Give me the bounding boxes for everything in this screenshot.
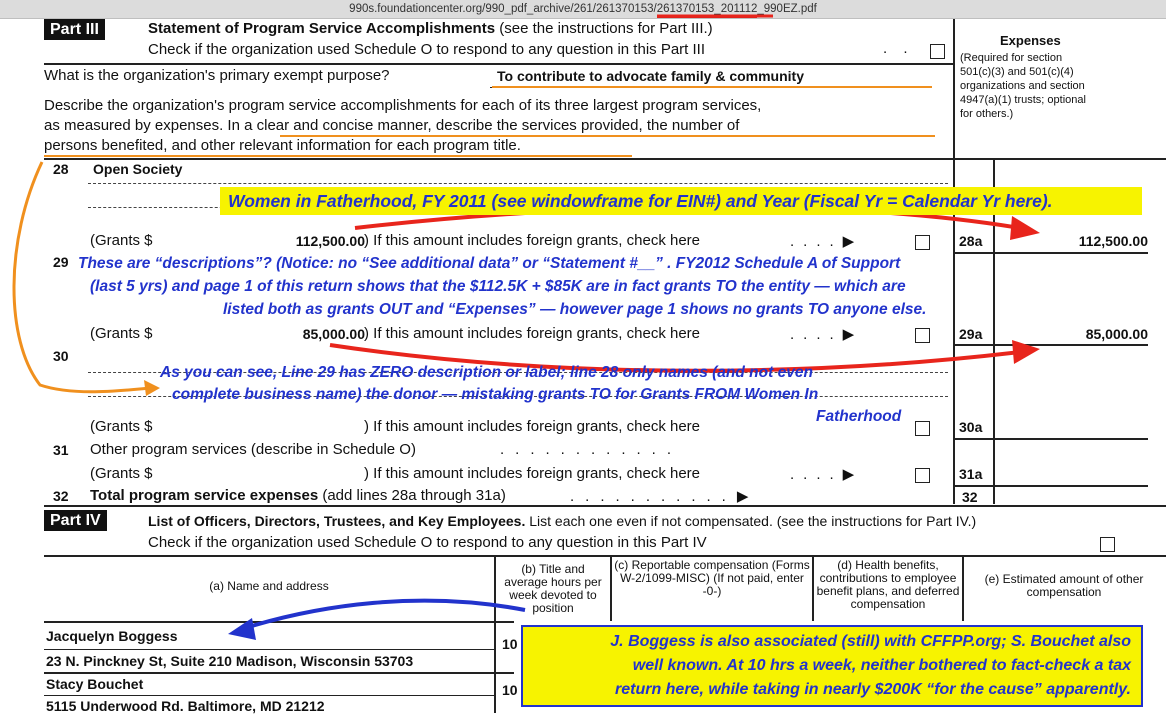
describe-line-2: as measured by expenses. In a clear and concise manner, describe the services provided, the number of xyxy=(44,117,740,134)
grants-foreign-31: ) If this amount includes foreign grants, check here xyxy=(364,465,701,482)
box-31a: 31a xyxy=(959,466,983,482)
grants-foreign-30: ) If this amount includes foreign grants, check here xyxy=(364,418,701,435)
line30-num: 30 xyxy=(53,348,69,364)
grants-label-31: (Grants $ xyxy=(90,465,153,482)
url-suffix: _990EZ.pdf xyxy=(757,3,817,15)
annotation-bottom-line: return here, while taking in nearly $200K “for the cause” apparently. xyxy=(614,681,1131,698)
annotation-line30 xyxy=(160,362,901,428)
grants-29-amount: 85,000.00 xyxy=(302,326,365,342)
orange-arrowhead xyxy=(144,380,160,396)
blue-arrowhead xyxy=(228,618,256,640)
leader-dots: ...........▶ xyxy=(570,488,760,505)
grants-foreign-28: ) If this amount includes foreign grants, check here xyxy=(364,232,701,249)
expenses-note: (Required for section 501(c)(3) and 501(c)(4) organizations and section 4947(a)(1) trusts; optional for others.) xyxy=(960,52,1086,120)
part3-schedule-o-text: Check if the organization used Schedule O to respond to any question in this Part III xyxy=(148,41,705,58)
expense-28-amount: 112,500.00 xyxy=(1078,233,1148,249)
box-30a: 30a xyxy=(959,419,983,435)
red-arrowhead xyxy=(1012,340,1040,364)
annotation-bottom-line: well known. At 10 hrs a week, neither bothered to fact-check a tax xyxy=(632,657,1131,674)
leader-dots: ....▶ xyxy=(790,466,864,483)
expense-29-amount: 85,000.00 xyxy=(1085,326,1148,342)
box-28a: 28a xyxy=(959,233,983,249)
line28-num: 28 xyxy=(53,161,69,177)
grants-28-amount: 112,500.00 xyxy=(295,233,365,249)
annotation-line30-line: complete business name) the donor — mistaking grants TO for Grants FROM Women In xyxy=(172,386,819,403)
grants-label-30: (Grants $ xyxy=(90,418,153,435)
line28-title: Open Society xyxy=(93,161,183,177)
part3-title: Statement of Program Service Accomplishments xyxy=(148,20,496,37)
line32-text: (add lines 28a through 31a) xyxy=(322,487,506,504)
exempt-purpose-answer: To contribute to advocate family & community xyxy=(497,68,805,84)
box-29a: 29a xyxy=(959,326,983,342)
officer-2-name: Stacy Bouchet xyxy=(46,676,144,692)
annotation-bottom-line: J. Boggess is also associated (still) with CFFPP.org; S. Bouchet also xyxy=(610,633,1131,650)
url-prefix: 990s.foundationcenter.org/990_pdf_archive/261/261370153/ xyxy=(349,3,657,15)
annotation-middle-line: listed both as grants OUT and “Expenses” — however page 1 shows no grants TO anyone else. xyxy=(223,301,927,318)
col-e-header: (e) Estimated amount of other compensation xyxy=(984,572,1144,599)
officer-1-name: Jacquelyn Boggess xyxy=(46,628,178,644)
annotation-bottom xyxy=(521,625,1143,707)
col-d-header: (d) Health benefits, contributions to employee benefit plans, and deferred compensation xyxy=(816,558,960,611)
grants-label-29: (Grants $ xyxy=(90,325,153,342)
describe-line-1: Describe the organization's program service accomplishments for each of its three largest program services, xyxy=(44,97,762,114)
officer-1-hours: 10 xyxy=(502,636,518,652)
describe-line-3: persons benefited, and other relevant information for each program title. xyxy=(44,137,521,154)
officer-2-hours: 10 xyxy=(502,682,518,698)
part4-title: List of Officers, Directors, Trustees, and Key Employees. xyxy=(148,513,526,529)
exempt-purpose-question: What is the organization's primary exempt purpose? xyxy=(44,67,390,84)
part3-title-suffix: (see the instructions for Part III.) xyxy=(499,20,713,37)
leader-dots: ....▶ xyxy=(790,326,864,343)
part3-label: Part III xyxy=(44,19,105,40)
blue-arrow xyxy=(245,601,525,628)
leader-dots: ............ xyxy=(500,441,683,458)
line31-num: 31 xyxy=(53,442,69,458)
line32-text-bold: Total program service expenses xyxy=(90,487,319,504)
part4-schedule-o-text: Check if the organization used Schedule O to respond to any question in this Part IV xyxy=(148,534,707,551)
annotation-middle xyxy=(78,252,926,321)
red-arrowhead xyxy=(1010,216,1040,240)
url-highlight: 261370153_201112 xyxy=(657,3,758,18)
line29-num: 29 xyxy=(53,254,69,270)
col-a-header: (a) Name and address xyxy=(209,579,329,593)
col-b-header: (b) Title and average hours per week devoted to position xyxy=(504,562,602,615)
grants-foreign-29: ) If this amount includes foreign grants, check here xyxy=(364,325,701,342)
leader-dots: ....▶ xyxy=(790,233,864,250)
part4-title-suffix: List each one even if not compensated. (see the instructions for Part IV.) xyxy=(529,513,977,529)
line31-text: Other program services (describe in Schedule O) xyxy=(90,441,416,458)
annotation-line30-line: Fatherhood xyxy=(816,408,902,425)
expenses-header: Expenses xyxy=(1000,33,1061,48)
col-c-header: (c) Reportable compensation (Forms W-2/1099-MISC) (If not paid, enter -0-) xyxy=(614,558,810,598)
box-32: 32 xyxy=(962,489,978,505)
officer-2-address: 5115 Underwood Rd. Baltimore, MD 21212 xyxy=(46,698,325,714)
part4-label: Part IV xyxy=(44,510,107,531)
annotation-middle-line: (last 5 yrs) and page 1 of this return shows that the $112.5K + $85K are in fact grants TO the entity — which are xyxy=(90,278,906,295)
officer-1-address: 23 N. Pinckney St, Suite 210 Madison, Wisconsin 53703 xyxy=(46,653,414,669)
grants-label-28: (Grants $ xyxy=(90,232,153,249)
line32-num: 32 xyxy=(53,488,69,504)
annotation-line30-line: As you can see, Line 29 has ZERO description or label; line 28 only names (and not even xyxy=(160,364,813,381)
leader-dots: . . xyxy=(883,40,914,57)
annotation-top: Women in Fatherhood, FY 2011 (see windowframe for EIN#) and Year (Fiscal Yr = Calendar Yr here). xyxy=(220,187,1142,215)
annotation-middle-line: These are “descriptions”? (Notice: no “See additional data” or “Statement #__” . FY2012 Schedule A of Support xyxy=(78,255,901,272)
